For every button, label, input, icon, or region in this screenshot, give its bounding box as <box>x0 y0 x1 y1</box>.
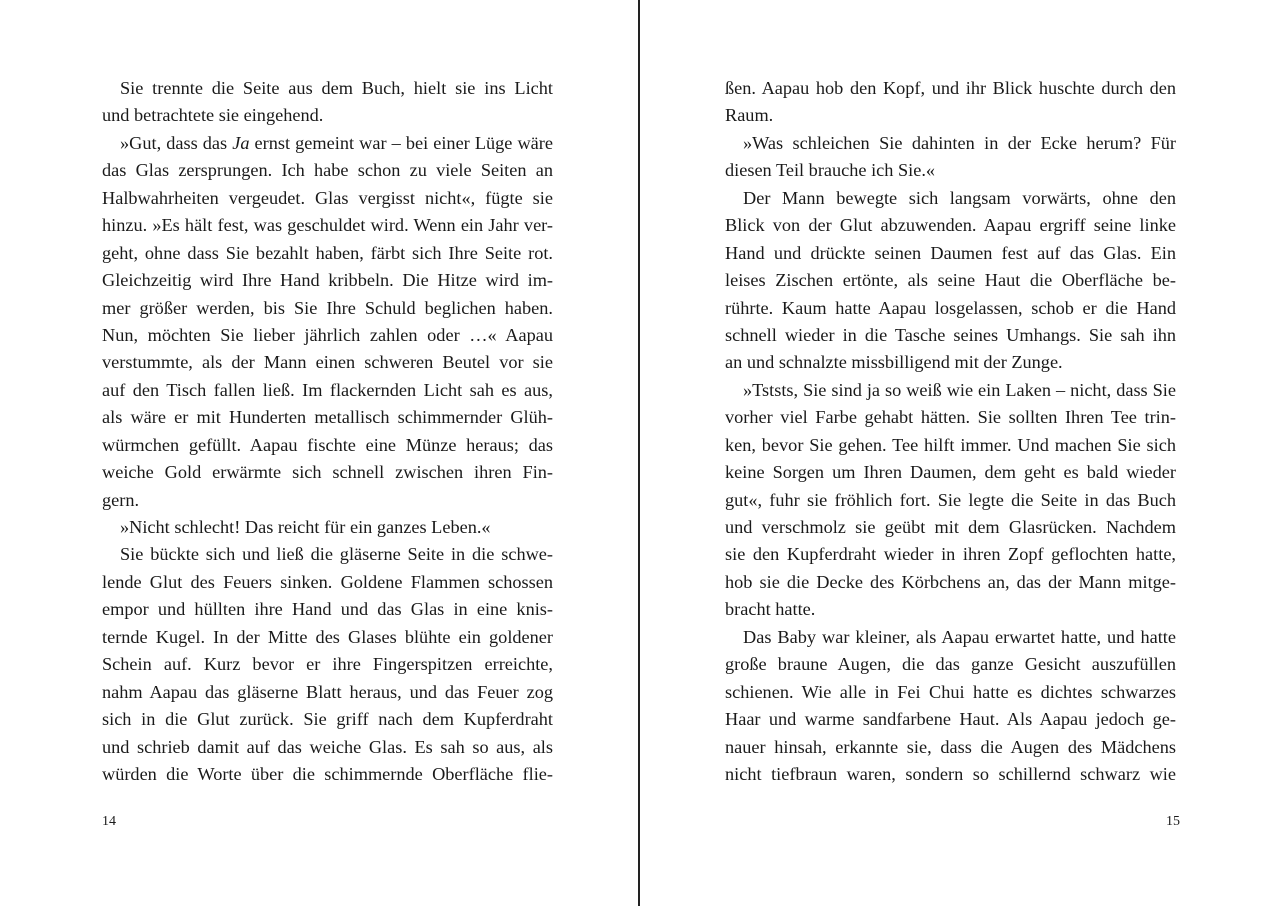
text-line: und schrieb damit auf das weiche Glas. Es sah so aus, als <box>102 736 553 757</box>
emphasis: Ja <box>232 132 250 153</box>
text-line: ßen. Aapau hob den Kopf, und ihr Blick huschte durch den <box>725 78 1176 98</box>
text-line: Raum. <box>725 105 774 126</box>
text-line: »Was schleichen Sie dahinten in der Ecke herum? Für <box>743 132 1176 153</box>
text-line: Das Baby war kleiner, als Aapau erwartet hatte, und hatte <box>743 626 1176 647</box>
text-line: hob sie die Decke des Körbchens an, das der Mann mitge- <box>725 571 1176 592</box>
text-line: schnell wieder in die Tasche seines Umhangs. Sie sah ihn <box>725 324 1176 345</box>
text-line: gern. <box>102 489 140 510</box>
text-line: ternde Kugel. In der Mitte des Glases blühte ein goldener <box>102 626 553 647</box>
text-line: schienen. Wie alle in Fei Chui hatte es dichtes schwarzes <box>725 681 1176 702</box>
text-line: bracht hatte. <box>725 599 816 620</box>
text-line: Schein auf. Kurz bevor er ihre Fingerspitzen erreichte, <box>102 654 553 675</box>
text-line: »Gut, dass das Ja ernst gemeint war – bei einer Lüge wäre <box>120 132 553 153</box>
text-line: keine Sorgen um Ihren Daumen, dem geht es bald wieder <box>725 462 1176 483</box>
text-line: Nun, möchten Sie lieber jährlich zahlen oder …« Aapau <box>102 324 553 345</box>
left-page-text <box>102 75 553 788</box>
text-line: vorher viel Farbe gehabt hätten. Sie sollten Ihren Tee trin- <box>725 407 1176 428</box>
right-page-number: 15 <box>1166 814 1180 829</box>
text-line: empor und hüllten ihre Hand und das Glas in eine knis- <box>102 599 553 620</box>
left-page <box>0 0 638 906</box>
text-line: Hand und drückte seinen Daumen fest auf das Glas. Ein <box>725 242 1176 263</box>
text-line: und verschmolz sie geübt mit dem Glasrücken. Nachdem <box>725 517 1176 537</box>
text-line: weiche Gold erwärmte sich schnell zwischen ihren Fin- <box>102 462 553 483</box>
text-line: lende Glut des Feuers sinken. Goldene Flammen schossen <box>102 571 553 592</box>
text-line: auf den Tisch fallen ließ. Im flackernden Licht sah es aus, <box>102 379 553 400</box>
text-line: Halbwahrheiten vergeudet. Glas vergisst nicht«, fügte sie <box>102 187 553 208</box>
text-line: große braune Augen, die das ganze Gesicht auszufüllen <box>725 654 1176 675</box>
text-line: leises Zischen ertönte, als seine Haut die Oberfläche be- <box>725 270 1176 291</box>
text-line: geht, ohne dass Sie bezahlt haben, färbt sich Ihre Seite rot. <box>102 242 553 263</box>
text-line: würden die Worte über die schimmernde Oberfläche flie- <box>102 763 553 784</box>
text-line: würmchen gefüllt. Aapau fischte eine Münze heraus; das <box>102 434 553 455</box>
text-line: nahm Aapau das gläserne Blatt heraus, und das Feuer zog <box>102 681 553 702</box>
text-line: sich in die Glut zurück. Sie griff nach dem Kupferdraht <box>102 709 553 730</box>
text-line: gut«, fuhr sie fröhlich fort. Sie legte die Seite in das Buch <box>725 489 1176 510</box>
text-line: nauer hinsah, erkannte sie, dass die Augen des Mädchens <box>725 736 1176 757</box>
text-line: nicht tiefbraun waren, sondern so schillernd schwarz wie <box>725 763 1176 784</box>
text-line: Blick von der Glut abzuwenden. Aapau ergriff seine linke <box>725 215 1176 236</box>
text-line: Haar und warme sandfarbene Haut. Als Aapau jedoch ge- <box>725 709 1176 730</box>
right-page <box>640 0 1278 906</box>
text-line: Sie trennte die Seite aus dem Buch, hielt sie ins Licht <box>120 78 553 98</box>
text-line: rührte. Kaum hatte Aapau losgelassen, schob er die Hand <box>725 297 1176 318</box>
text-line: Der Mann bewegte sich langsam vorwärts, ohne den <box>743 187 1176 208</box>
text-line: diesen Teil brauche ich Sie.« <box>725 160 936 181</box>
left-page-number: 14 <box>102 814 116 829</box>
text-line: Sie bückte sich und ließ die gläserne Seite in die schwe- <box>120 544 553 565</box>
text-line: ken, bevor Sie gehen. Tee hilft immer. Und machen Sie sich <box>725 434 1176 455</box>
text-line: an und schnalzte missbilligend mit der Zunge. <box>725 352 1063 373</box>
text-line: Gleichzeitig wird Ihre Hand kribbeln. Die Hitze wird im- <box>102 270 553 291</box>
text-line: als wäre er mit Hunderten metallisch schimmernder Glüh- <box>102 407 553 428</box>
text-line: »Nicht schlecht! Das reicht für ein ganzes Leben.« <box>120 517 491 537</box>
text-line: hinzu. »Es hält fest, was geschuldet wird. Wenn ein Jahr ver- <box>102 215 553 236</box>
text-line: mer größer werden, bis Sie Ihre Schuld beglichen haben. <box>102 297 553 318</box>
text-line: »Tststs, Sie sind ja so weiß wie ein Laken – nicht, dass Sie <box>743 379 1176 400</box>
text-line: das Glas zersprungen. Ich habe schon zu viele Seiten an <box>102 160 553 181</box>
text-line: sie den Kupferdraht wieder in ihren Zopf geflochten hatte, <box>725 544 1176 565</box>
text-line: und betrachtete sie eingehend. <box>102 105 324 126</box>
text-line: verstummte, als der Mann einen schweren Beutel vor sie <box>102 352 553 373</box>
right-page-text <box>725 75 1176 788</box>
